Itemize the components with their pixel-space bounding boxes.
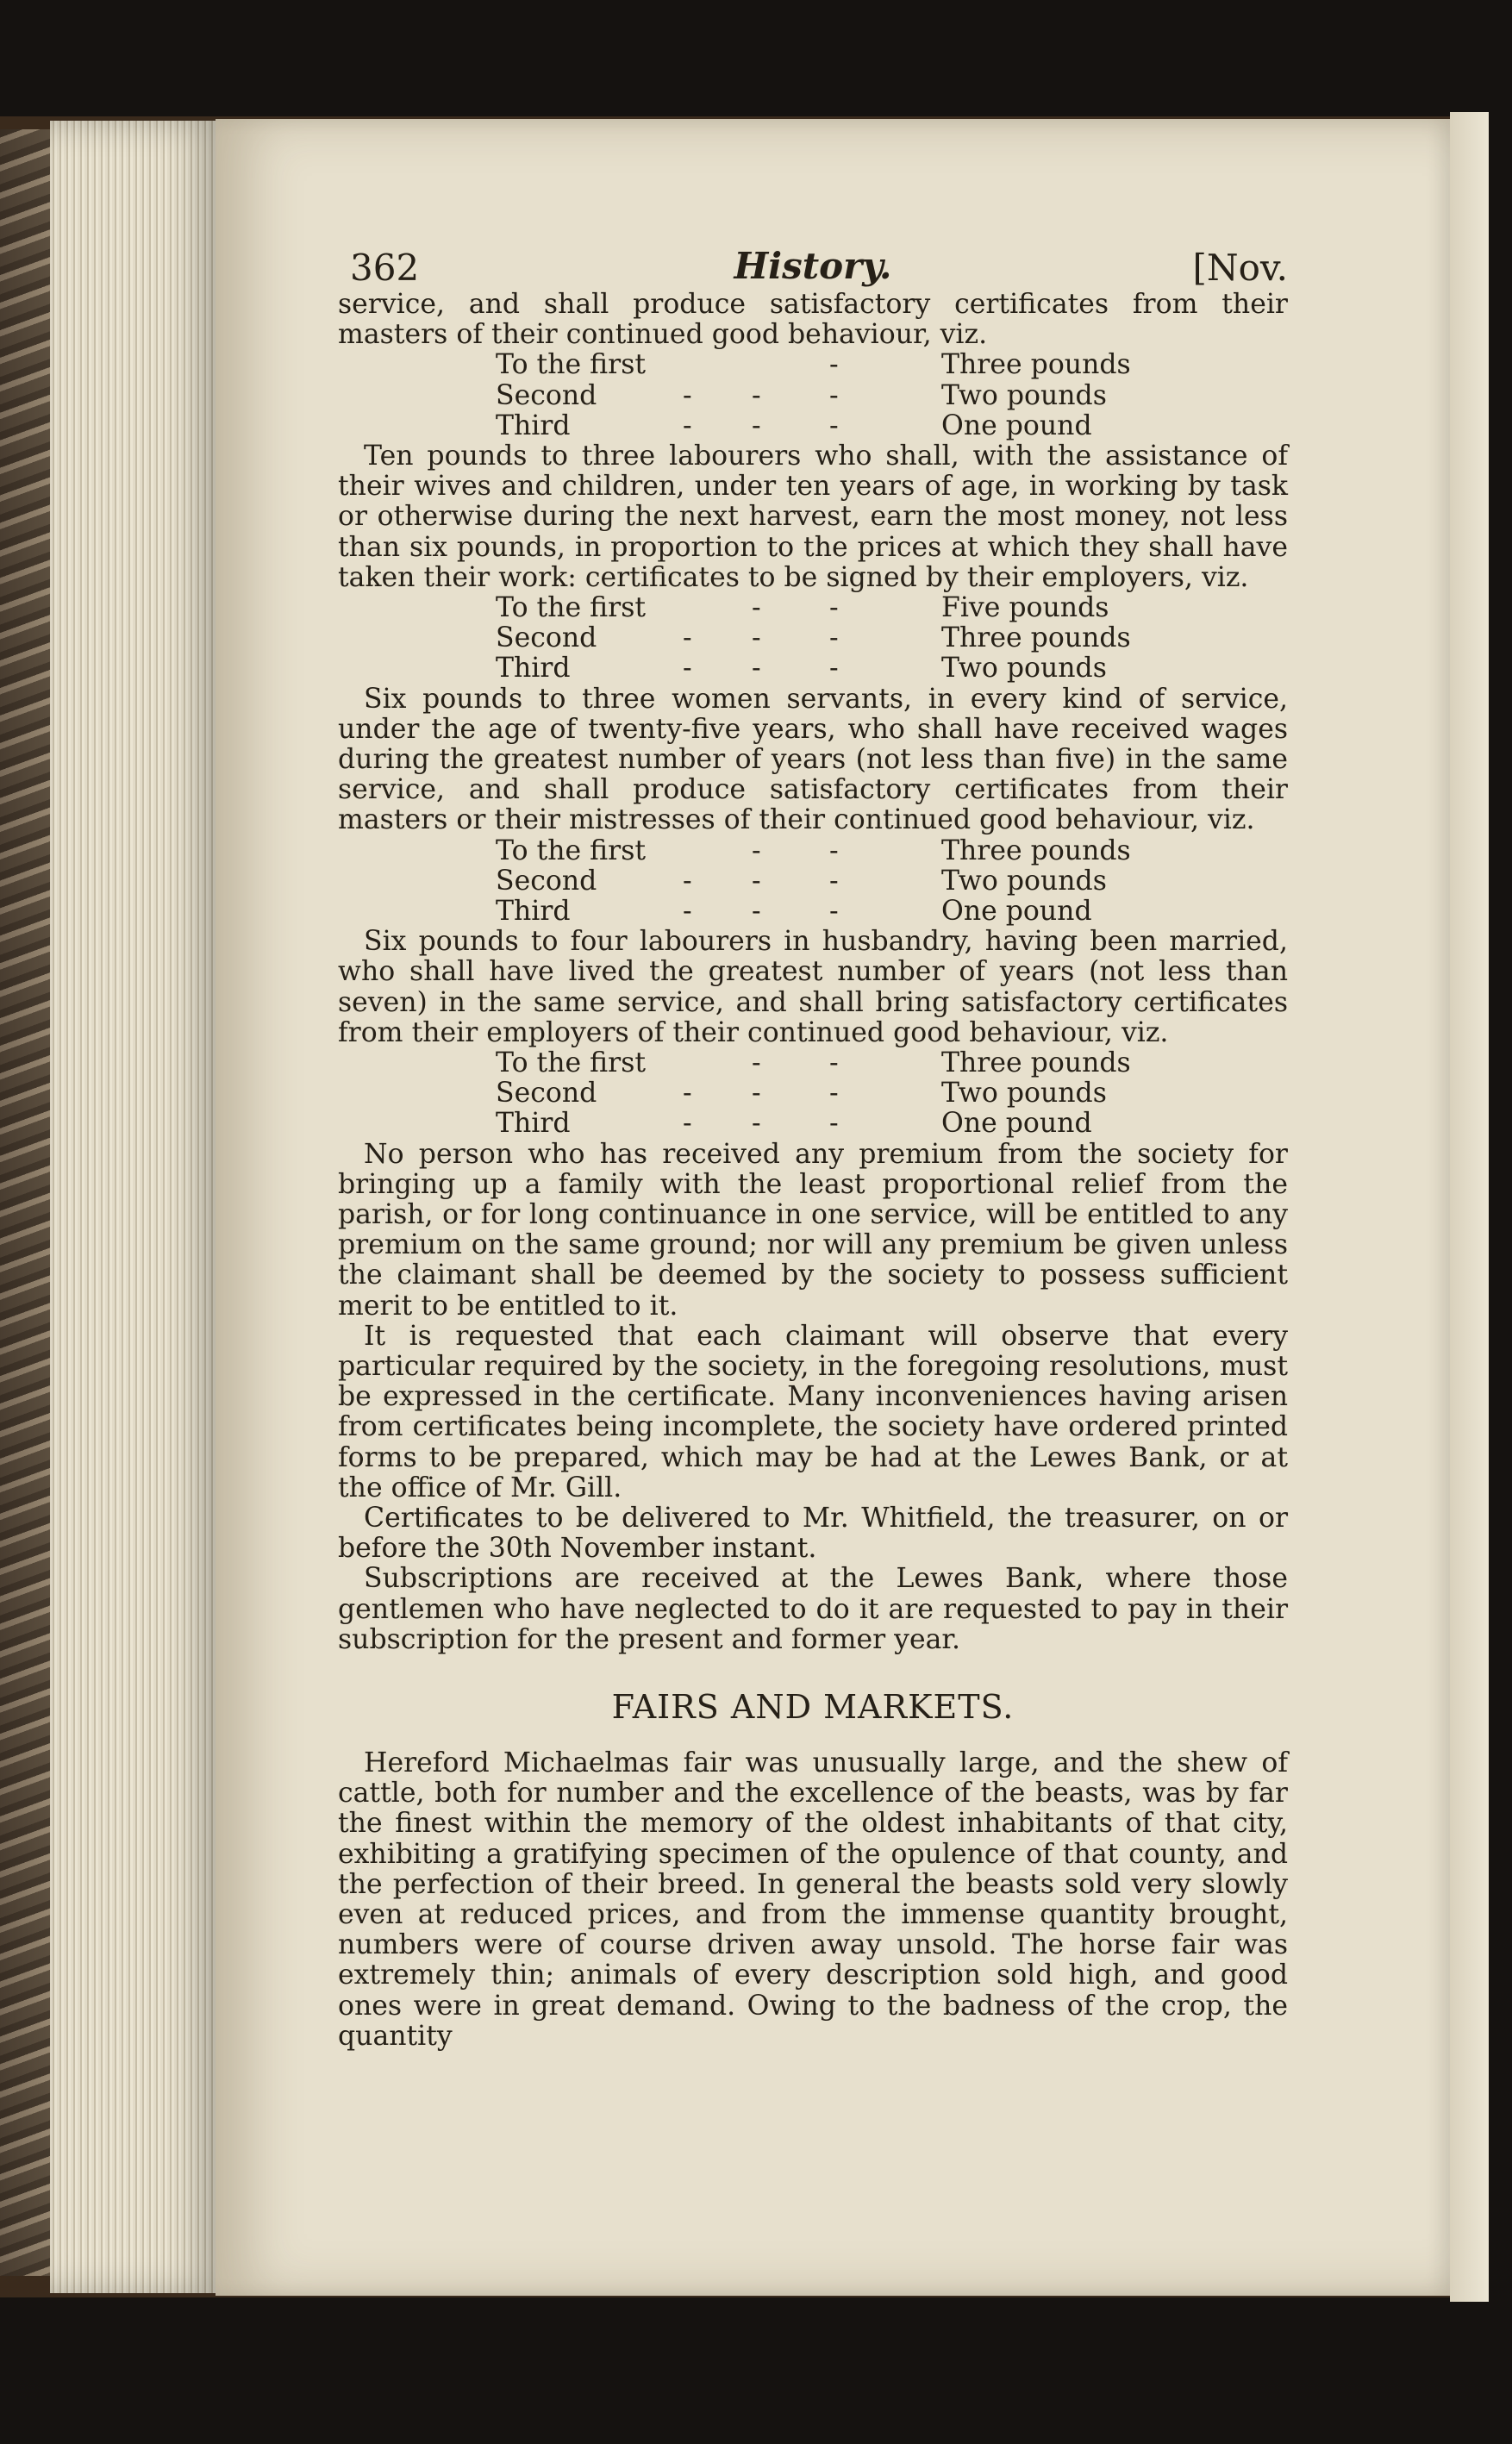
page-content xyxy=(338,234,1288,2052)
paragraph-5: No person who has received any premium from the society for bringing up a family with the least proportional relief from the parish, or for long continuance in one service, will be entitled to any premium on the same ground; nor will any premium be given unless the claimant shall be deemed by the society to possess sufficient merit to be entitled to it. xyxy=(338,1138,1288,1322)
paragraph-6: It is requested that each claimant will observe that every particular required by the society, in the foregoing resolutions, must be expressed in the certificate. Many inconveniences having arisen from certificates being incomplete, the society have ordered printed forms to be prepared, which may be had at the Lewes Bank, or at the office of Mr. Gill. xyxy=(338,1320,1288,1503)
prize-line: Third - - - One pound xyxy=(496,1108,1092,1140)
prize-line: To the first - - Five pounds xyxy=(496,591,1109,623)
paragraph-3: Six pounds to three women servants, in every kind of service, under the age of twenty-five years, who shall have received wages during the greatest number of years (not less than five) in the same service, and shall produce satisfactory certificates from their masters or their mistresses of their continued good behaviour, viz. xyxy=(338,683,1288,836)
paragraph-7: Certificates to be delivered to Mr. Whitfield, the treasurer, on or before the 30th November instant. xyxy=(338,1502,1288,1565)
prize-line: To the first - - Three pounds xyxy=(496,1047,1131,1078)
page-edges xyxy=(50,121,222,2293)
marbled-edge xyxy=(0,129,53,2276)
prize-line: Third - - - Two pounds xyxy=(496,653,1107,684)
running-month: [Nov. xyxy=(1192,247,1288,289)
prize-line: Second - - - Two pounds xyxy=(496,865,1107,897)
prize-line: Second - - - Two pounds xyxy=(496,1078,1107,1109)
prize-line: Third - - - One pound xyxy=(496,409,1092,441)
next-page-edge xyxy=(1450,112,1489,2302)
paragraph-1: service, and shall produce satisfactory certificates from their masters of their continued good behaviour, viz. xyxy=(338,289,1288,351)
running-title: History. xyxy=(734,245,892,287)
paragraph-8: Subscriptions are received at the Lewes Bank, where those gentlemen who have neglected to do it are requested to pay in their subscription for the present and former year. xyxy=(338,1563,1288,1655)
prize-line: Second - - - Three pounds xyxy=(496,622,1131,654)
paragraph-2: Ten pounds to three labourers who shall, with the assistance of their wives and children, under ten years of age, in working by task or otherwise during the next harvest, earn the most money, not less than six pounds, in proportion to the prices at which they shall have taken their work: certificates to be signed by their employers, viz. xyxy=(338,440,1288,593)
running-header xyxy=(338,234,1288,290)
section-title: FAIRS AND MARKETS. xyxy=(611,1687,1015,1726)
prize-line: To the first - Three pounds xyxy=(496,349,1131,381)
prize-line: To the first - - Three pounds xyxy=(496,834,1131,866)
prize-line: Second - - - Two pounds xyxy=(496,379,1107,411)
paragraph-9: Hereford Michaelmas fair was unusually large, and the shew of cattle, both for number and the excellence of the beasts, was by far the finest within the memory of the oldest inhabitants of that city, exhibiting a gratifying specimen of the opulence of that county, and the perfection of their breed. In general the beasts sold very slowly even at reduced prices, and from the immense quantity brought, numbers were of course driven away unsold. The horse fair was extremely thin; animals of every description sold high, and good ones were in great demand. Owing to the badness of the crop, the quantity xyxy=(338,1747,1288,2052)
page-number: 362 xyxy=(350,247,420,289)
paragraph-4: Six pounds to four labourers in husbandry, having been married, who shall have lived the greatest number of years (not less than seven) in the same service, and shall bring satisfactory certificates from their employers of their continued good behaviour, viz. xyxy=(338,926,1288,1048)
prize-line: Third - - - One pound xyxy=(496,895,1092,927)
